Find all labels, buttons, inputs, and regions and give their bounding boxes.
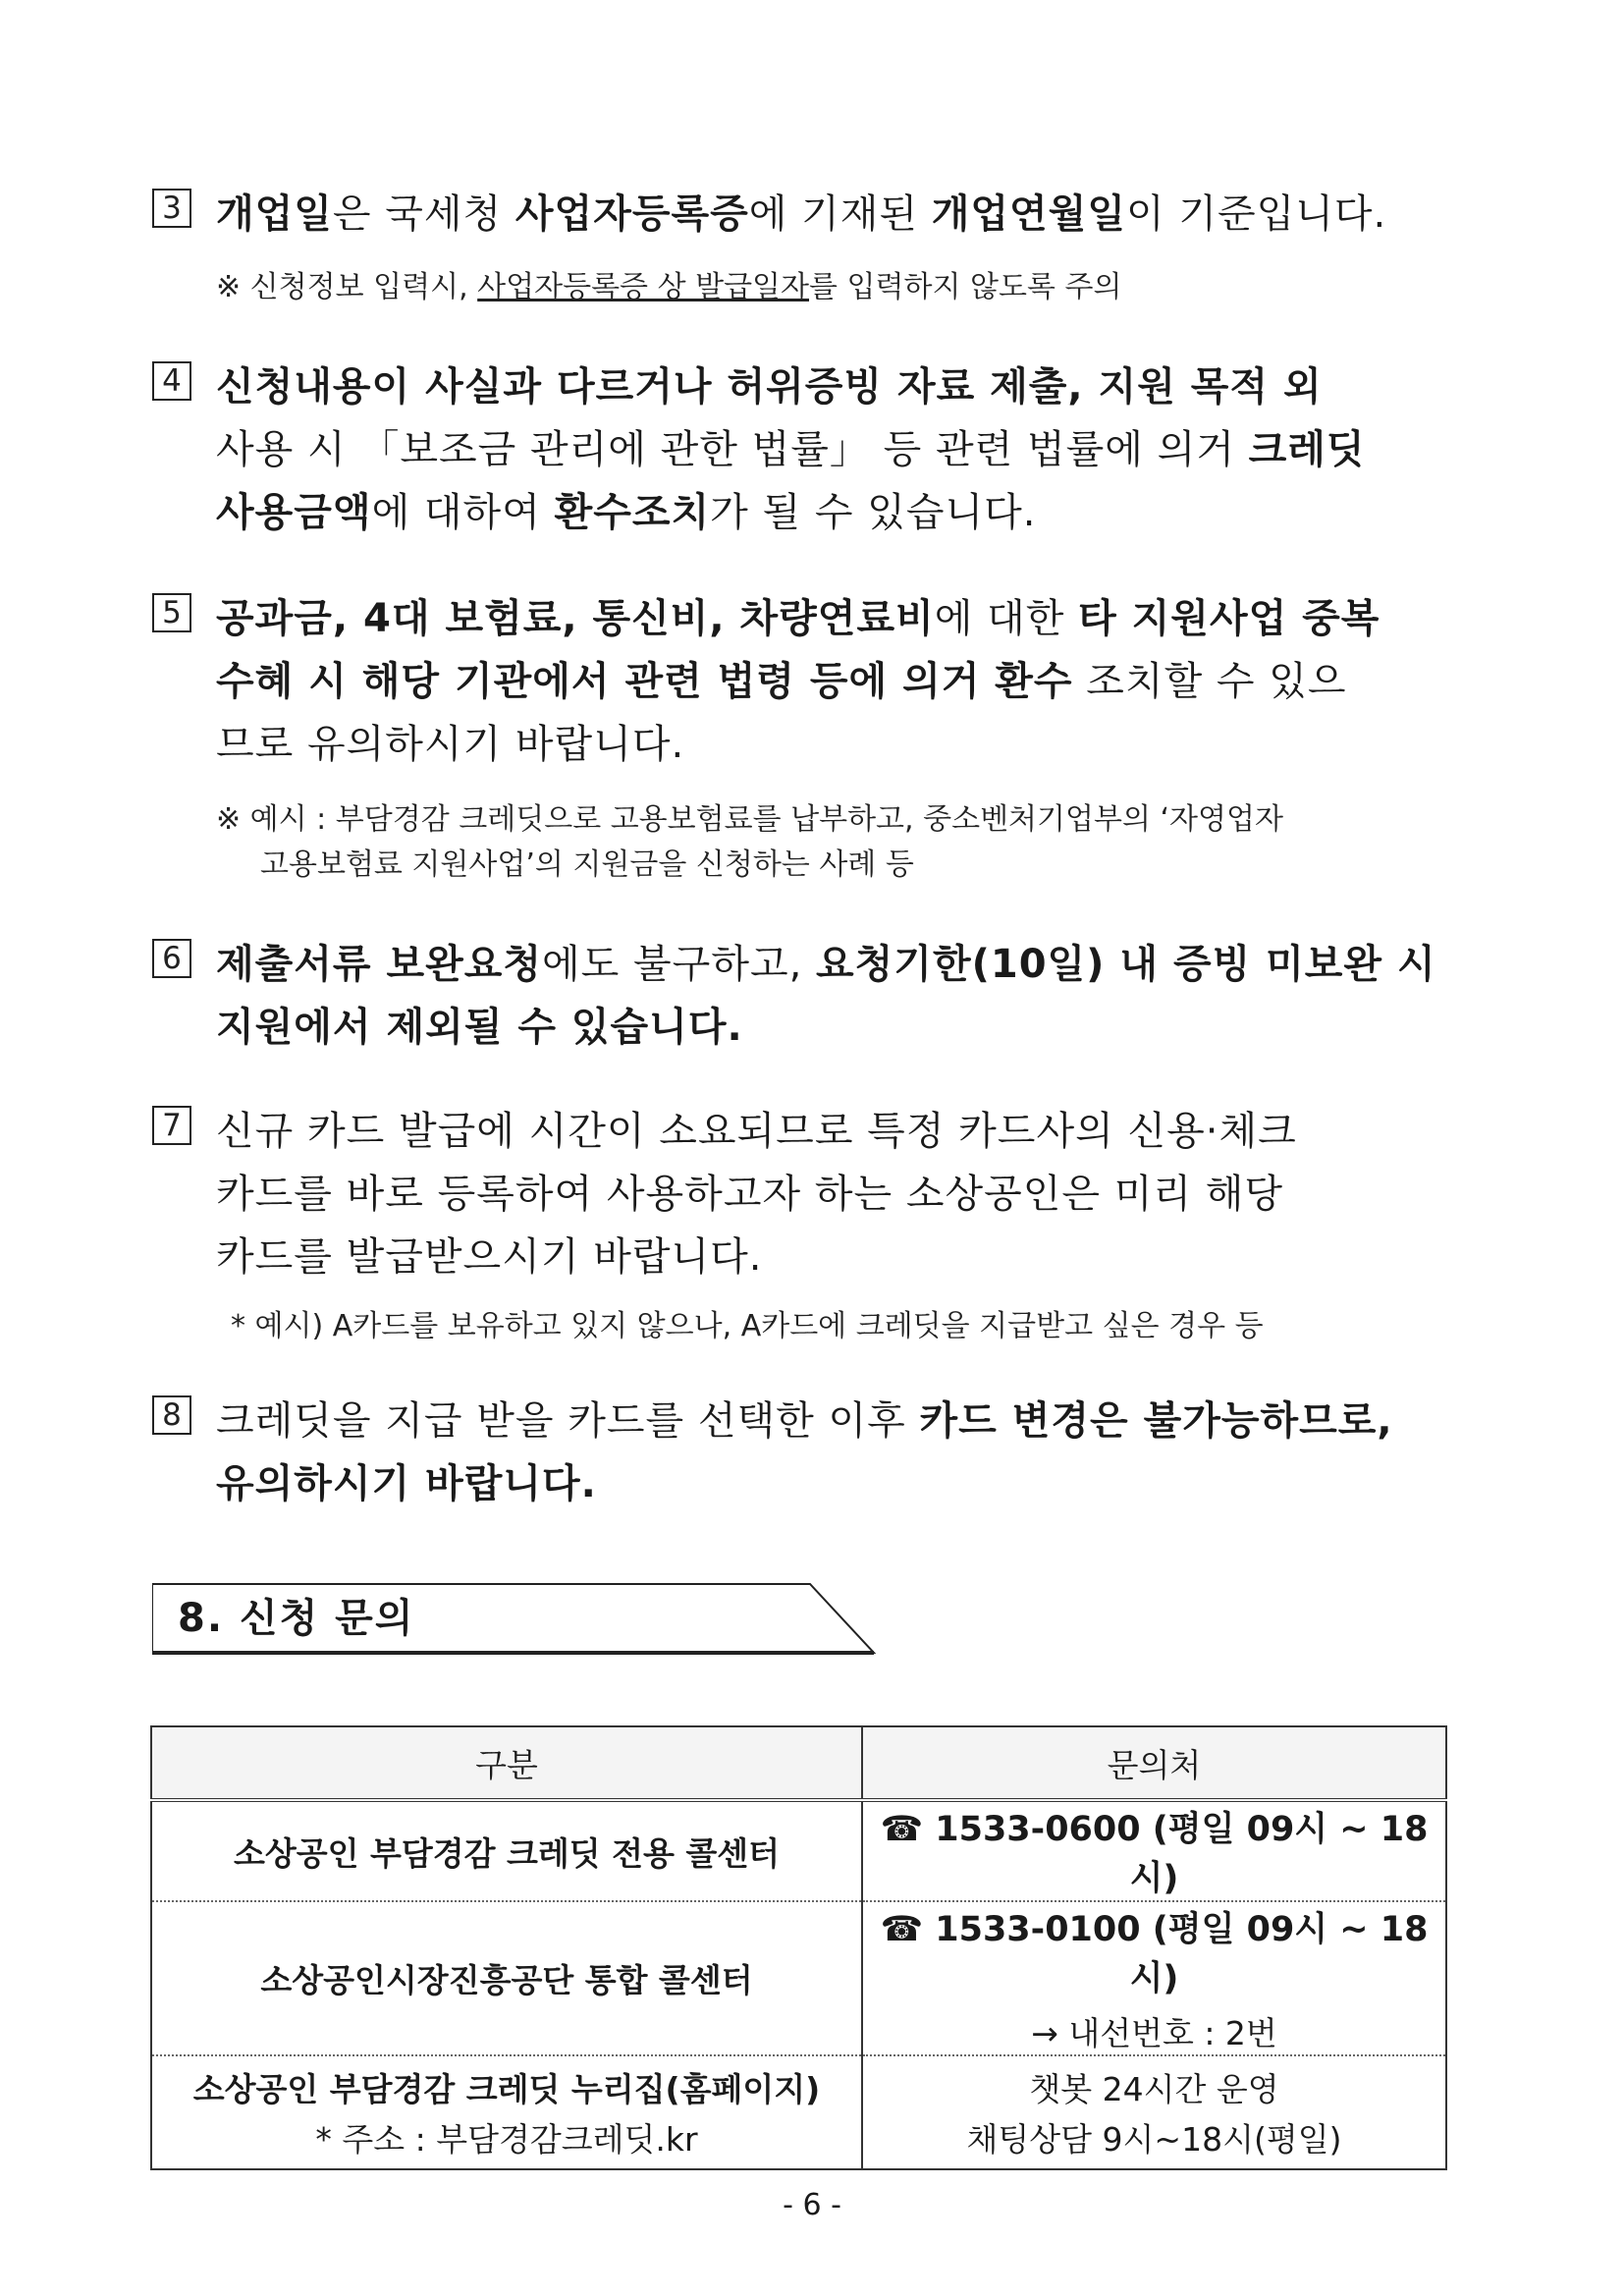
note-line: * 예시) A카드를 보유하고 있지 않으나, A카드에 크레딧을 지급받고 싶은 경우 등	[231, 1309, 1264, 1343]
text-run: 이 기준입니다.	[1125, 191, 1387, 237]
emphasis-text: 개업일	[216, 191, 333, 237]
section-header	[152, 1581, 869, 1655]
note-line: 고용보험료 지원사업’의 지원금을 신청하는 사례 등	[260, 847, 914, 882]
category-address: * 주소 : 부담경감크레딧.kr	[315, 2120, 698, 2159]
emphasis-text: 공과금, 4대 보험료, 통신비, 차량연료비	[216, 596, 935, 641]
notice-item-3	[152, 183, 1468, 246]
item-text	[216, 183, 1468, 246]
notice-item-5	[152, 587, 1468, 776]
emphasis-text: 카드 변경은 불가능하므로,	[919, 1398, 1393, 1444]
emphasis-text: 환수	[995, 659, 1073, 704]
emphasis-text: 타 지원사업 중복	[1078, 596, 1380, 641]
contact-cell	[862, 2055, 1446, 2169]
text-run: 가 될 수 있습니다.	[710, 490, 1037, 535]
contact-chatbot: 챗봇 24시간 운영	[1029, 2070, 1279, 2108]
contact-chat-hours: 채팅상담 9시~18시(평일)	[966, 2120, 1342, 2159]
item-number-box: 6	[152, 939, 191, 978]
note-line: ※ 예시 : 부담경감 크레딧으로 고용보험료를 납부하고, 중소벤처기업부의 ‘자영업자	[216, 802, 1283, 837]
emphasis-text: 제출서류 보완요청	[216, 942, 543, 987]
item-number-box: 8	[152, 1395, 191, 1435]
emphasis-text: 환수조치	[554, 490, 711, 535]
text-run: 사용 시 「보조금 관리에 관한 법률」 등 관련 법률에 의거	[216, 427, 1249, 472]
emphasis-text: 크레딧	[1248, 427, 1366, 472]
text-run: 카드를 발급받으시기 바랍니다.	[216, 1234, 763, 1280]
table-row	[151, 2055, 1446, 2169]
note-text: ※ 신청정보 입력시, 사업자등록증 상 발급일자를 입력하지 않도록 주의	[216, 270, 1122, 304]
text-run: 신규 카드 발급에 시간이 소요되므로 특정 카드사의 신용·체크	[216, 1109, 1297, 1154]
text-run: 카드를 바로 등록하여 사용하고자 하는 소상공인은 미리 해당	[216, 1172, 1284, 1217]
text-run: 에 대한	[934, 596, 1079, 641]
item-text	[216, 587, 1468, 776]
category-title: 소상공인 부담경감 크레딧 누리집(홈페이지)	[192, 2070, 821, 2108]
text-run: 조치할 수 있으	[1072, 659, 1347, 704]
text-run: 에도 불구하고,	[542, 942, 817, 987]
contact-table	[150, 1725, 1447, 2170]
notice-item-6	[152, 933, 1468, 1059]
item-number-box: 5	[152, 593, 191, 632]
category-cell: 소상공인시장진흥공단 통합 콜센터	[151, 1901, 862, 2055]
notice-item-7	[152, 1100, 1468, 1288]
column-header-contact: 문의처	[862, 1726, 1446, 1800]
table-row	[151, 1901, 1446, 2055]
notice-item-8	[152, 1390, 1468, 1515]
text-run: 은 국세청	[332, 191, 515, 237]
item-text	[216, 355, 1468, 544]
page-number: - 6 -	[783, 2188, 841, 2222]
item-number-box: 7	[152, 1106, 191, 1145]
contact-cell: ☎ 1533-0600 (평일 09시 ~ 18시)	[862, 1800, 1446, 1901]
category-cell	[151, 2055, 862, 2169]
text-run: 에 대하여	[371, 490, 555, 535]
notice-item-4	[152, 355, 1468, 544]
text-run: 에 기재된	[748, 191, 932, 237]
item-text	[216, 933, 1468, 1059]
category-cell: 소상공인 부담경감 크레딧 전용 콜센터	[151, 1800, 862, 1901]
table-row	[151, 1800, 1446, 1901]
text-run: 크레딧을 지급 받을 카드를 선택한 이후	[216, 1398, 920, 1444]
emphasis-text: 사용금액	[216, 490, 372, 535]
emphasis-text: 수혜 시 해당 기관에서 관련 법령 등에 의거	[216, 659, 996, 704]
emphasis-text: 사업자등록증	[514, 191, 749, 237]
contact-phone: ☎ 1533-0100 (평일 09시 ~ 18시)	[880, 1910, 1429, 1998]
emphasis-text: 유의하시기 바랍니다.	[216, 1461, 597, 1506]
item-number-box: 4	[152, 361, 191, 401]
section-title: 8. 신청 문의	[178, 1596, 415, 1641]
text-run: 므로 유의하시기 바랍니다.	[216, 722, 685, 767]
item-text	[216, 1390, 1468, 1515]
column-header-category: 구분	[151, 1726, 862, 1800]
contact-cell	[862, 1901, 1446, 2055]
table-header-row	[151, 1726, 1446, 1800]
emphasis-text: 신청내용이 사실과 다르거나 허위증빙 자료 제출, 지원 목적 외	[216, 364, 1323, 410]
emphasis-text: 개업연월일	[931, 191, 1126, 237]
emphasis-text: 요청기한(10일) 내 증빙 미보완 시	[816, 942, 1436, 987]
item-number-box: 3	[152, 189, 191, 228]
item-text	[216, 1100, 1468, 1288]
contact-extension: → 내선번호 : 2번	[1031, 2014, 1277, 2052]
emphasis-text: 지원에서 제외될 수 있습니다.	[216, 1005, 743, 1050]
